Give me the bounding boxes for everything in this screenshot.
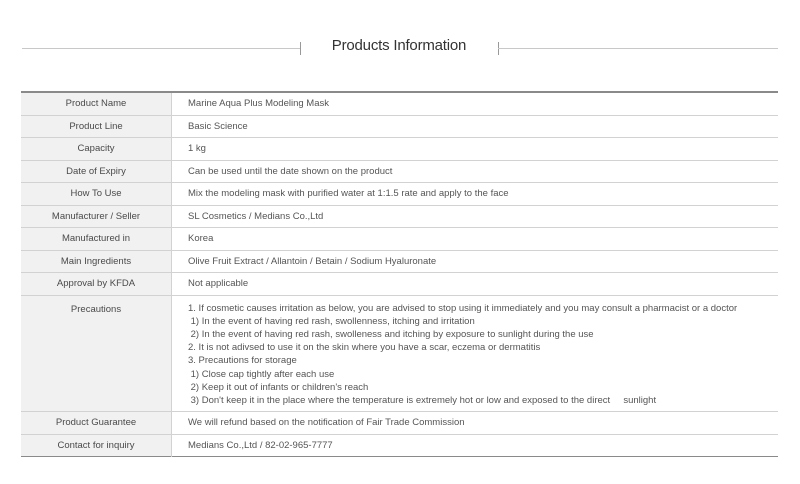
row-value: Olive Fruit Extract / Allantoin / Betain / Sodium Hyaluronate: [172, 250, 779, 273]
header-rule-right: [498, 48, 778, 49]
table-row-precautions: [21, 295, 778, 412]
precaution-line: 1) In the event of having red rash, swollenness, itching and irritation: [188, 315, 475, 327]
table-row-capacity: [21, 138, 778, 161]
table-row-product-line: [21, 115, 778, 138]
row-label: Manufactured in: [21, 228, 172, 251]
row-label: Manufacturer / Seller: [21, 205, 172, 228]
precaution-line: 2. It is not adivsed to use it on the skin where you have a scar, eczema or dermatitis: [188, 342, 541, 354]
row-label: Approval by KFDA: [21, 273, 172, 296]
table-row-product-name: [21, 92, 778, 115]
row-value: Marine Aqua Plus Modeling Mask: [172, 92, 779, 115]
table-row-main-ingredients: [21, 250, 778, 273]
precaution-line: 2) In the event of having red rash, swolleness and itching by exposure to sunlight during the use: [188, 328, 594, 340]
row-label: Contact for inquiry: [21, 434, 172, 457]
precaution-line: 1) Close cap tightly after each use: [188, 368, 335, 380]
table-row-approval: [21, 273, 778, 296]
table-row-manufactured-in: [21, 228, 778, 251]
row-value: Basic Science: [172, 115, 779, 138]
row-label: Date of Expiry: [21, 160, 172, 183]
row-value: We will refund based on the notification of Fair Trade Commission: [172, 412, 779, 435]
product-info-table: [21, 91, 778, 457]
table-row-date-of-expiry: [21, 160, 778, 183]
precaution-line: 2) Keep it out of infants or children's reach: [188, 381, 369, 393]
row-label: How To Use: [21, 183, 172, 206]
precautions-list: [172, 295, 779, 412]
row-value: Not applicable: [172, 273, 779, 296]
precaution-line: 1. If cosmetic causes irritation as below, you are advised to stop using it immediately and you may consult a pharmacist or a doctor: [188, 302, 738, 314]
row-label: Precautions: [21, 295, 172, 412]
row-label: Product Guarantee: [21, 412, 172, 435]
row-label: Main Ingredients: [21, 250, 172, 273]
row-value: Korea: [172, 228, 779, 251]
row-label: Capacity: [21, 138, 172, 161]
table-row-how-to-use: [21, 183, 778, 206]
page-title: Products Information: [331, 37, 467, 54]
row-value: 1 kg: [172, 138, 779, 161]
precaution-line: 3) Don't keep it in the place where the temperature is extremely hot or low and exposed to the direct sunlight: [188, 394, 657, 406]
header-rule-left: [22, 48, 300, 49]
table-row-manufacturer: [21, 205, 778, 228]
row-value: Mix the modeling mask with purified water at 1:1.5 rate and apply to the face: [172, 183, 779, 206]
row-value: SL Cosmetics / Medians Co.,Ltd: [172, 205, 779, 228]
section-header: [0, 30, 800, 70]
row-value: Medians Co.,Ltd / 82-02-965-7777: [188, 439, 333, 451]
table-row-product-guarantee: [21, 412, 778, 435]
row-label: Product Line: [21, 115, 172, 138]
row-value: Can be used until the date shown on the product: [172, 160, 779, 183]
table-row-contact: [21, 434, 778, 457]
row-label: Product Name: [21, 92, 172, 115]
precaution-line: 3. Precautions for storage: [188, 355, 297, 367]
